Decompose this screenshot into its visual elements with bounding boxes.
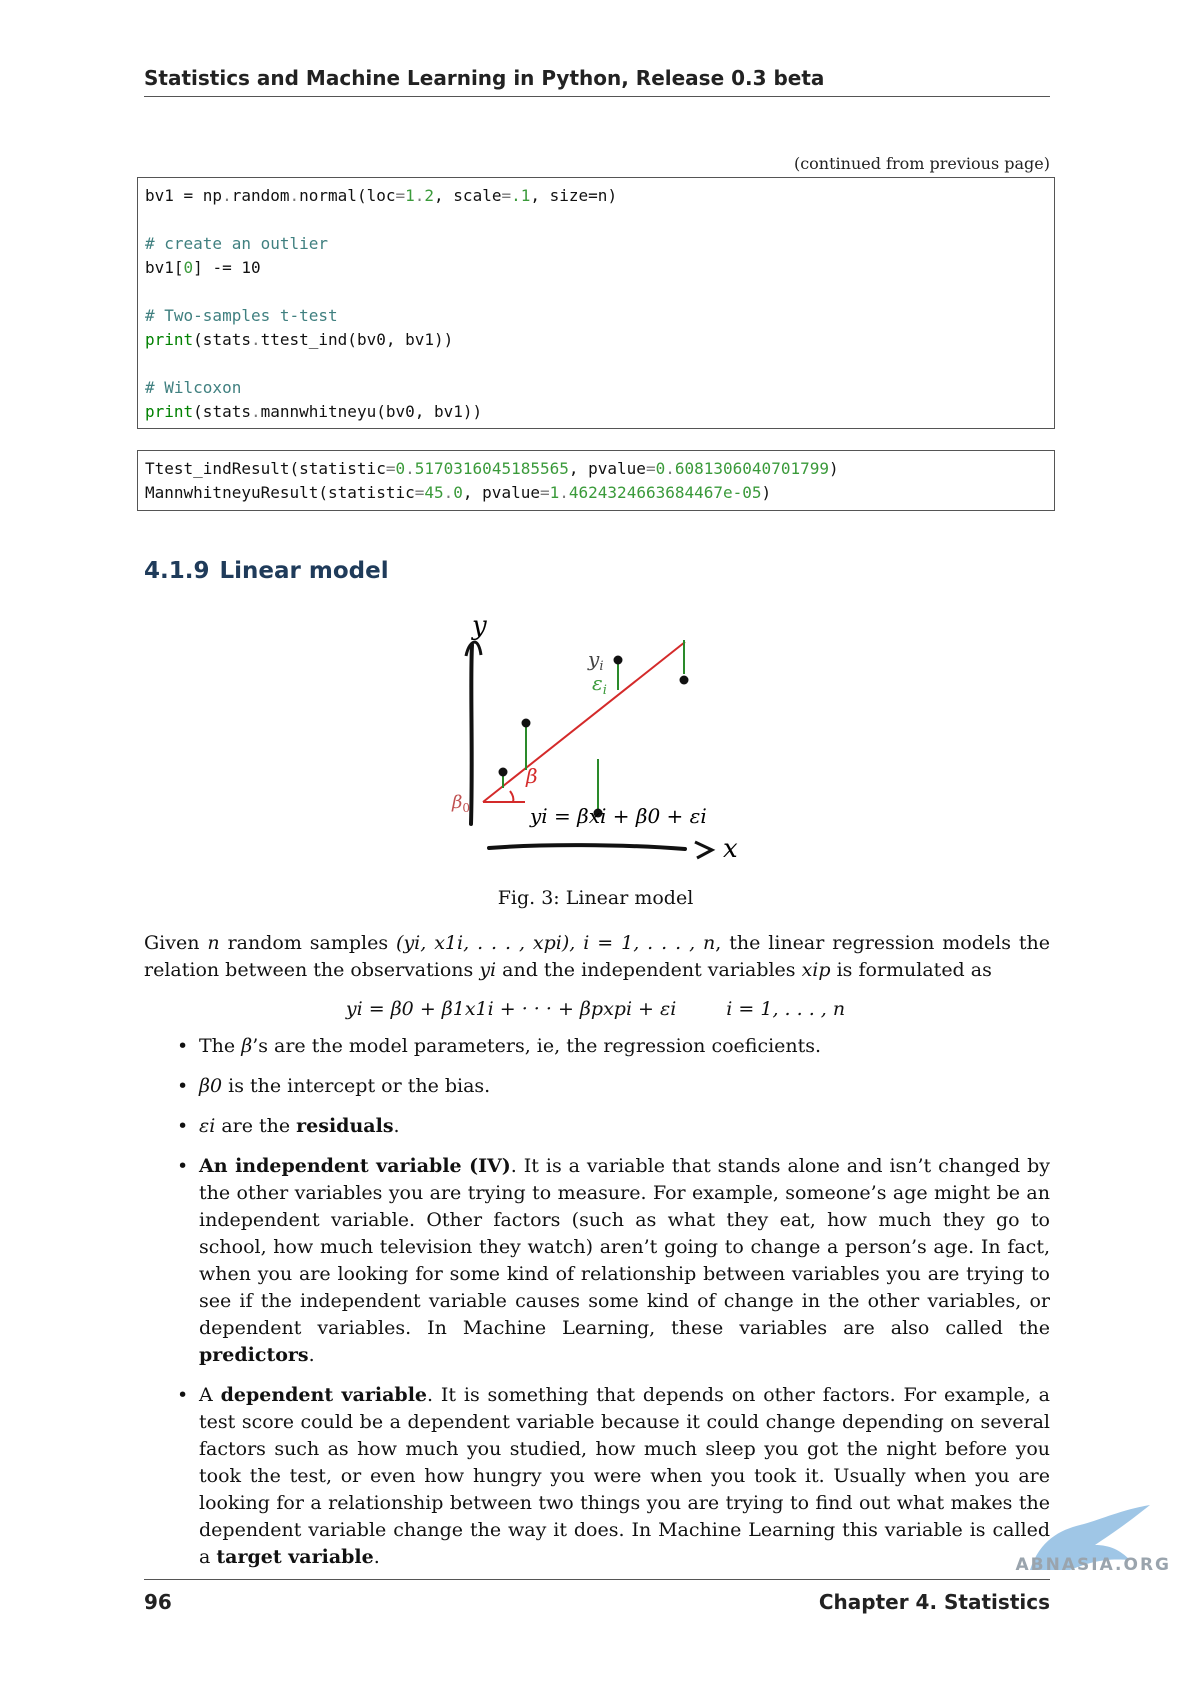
code-line (145, 280, 1047, 304)
data-point (614, 656, 623, 665)
list-item: • An independent variable (IV). It is a variable that stands alone and isn’t changed by the other variables you are trying to measure. For example, someone’s age might be an independent variable. Other factors (such as what they eat, how much they go to school, how much television they watch) aren’t going to change a person’s age. In fact, when you are looking for some kind of relationship between variables you are trying to see if the independent variable causes some kind of change in the other variables, or dependent variables. In Machine Learning, these variables are also called the predictors. (199, 1153, 1050, 1369)
code-line (145, 208, 1047, 232)
code-line: # Wilcoxon (145, 378, 242, 397)
figure-caption: Fig. 3: Linear model (497, 887, 694, 909)
continued-label: (continued from previous page) (793, 154, 1050, 173)
code-line: # create an outlier (145, 234, 329, 253)
code-line: print(stats.ttest_ind(bv0, bv1)) (145, 330, 454, 349)
x-axis-arrow (695, 842, 712, 858)
list-item: • β0 is the intercept or the bias. (199, 1073, 1050, 1100)
y-axis-line (471, 645, 472, 824)
output-line: Ttest_indResult(statistic=0.5170316045185565, pvalue=0.6081306040701799) (145, 459, 839, 478)
data-point (680, 676, 689, 685)
code-line: bv1 = np.random.normal(loc=1.2, scale=.1, size=n) (145, 186, 618, 205)
code-block (137, 177, 1055, 429)
list-item: • εi are the residuals. (199, 1113, 1050, 1140)
y-axis-label: y (472, 612, 487, 641)
beta-label: β (526, 764, 538, 788)
footer-rule (144, 1579, 1050, 1580)
linear-model-figure (440, 612, 760, 882)
figure-equation: yi = βxi + β0 + εi (530, 804, 707, 828)
definition-list (199, 1033, 1050, 1584)
list-item: • The β’s are the model parameters, ie, the regression coeficients. (199, 1033, 1050, 1060)
chapter-label: Chapter 4. Statistics (818, 1590, 1050, 1614)
page-number: 96 (144, 1590, 172, 1614)
beta-angle-arc (510, 791, 513, 802)
data-point (522, 719, 531, 728)
epsilon-label: $\varepsilon_i$ (592, 671, 607, 698)
data-point (499, 768, 508, 777)
running-header-title: Statistics and Machine Learning in Python, Release 0.3 beta (144, 66, 825, 90)
x-axis-label: x (723, 834, 738, 864)
regression-equation: yi = β0 + β1x1i + · · · + βpxpi + εi i = 1, . . . , n (345, 998, 846, 1020)
watermark-text: ABNASIA.ORG (1015, 1555, 1171, 1575)
section-heading (144, 558, 389, 584)
intro-paragraph: Given n random samples (yi, x1i, . . . , xpi), i = 1, . . . , n, the linear regression models the relation between the observations yi and the independent variables xip is formulated as (144, 932, 1050, 981)
output-line: MannwhitneyuResult(statistic=45.0, pvalue=1.4624324663684467e-05) (145, 483, 772, 502)
code-line: # Two-samples t-test (145, 306, 338, 325)
code-line: print(stats.mannwhitneyu(bv0, bv1)) (145, 402, 483, 421)
x-axis-line (489, 845, 685, 849)
code-line: bv1[0] -= 10 (145, 258, 261, 277)
output-block (137, 450, 1055, 511)
yi-label: $y_i$ (588, 647, 604, 674)
code-line (145, 352, 1047, 376)
regression-line (483, 642, 685, 802)
list-item: • A dependent variable. It is something that depends on other factors. For example, a test score could be a dependent variable because it could change depending on several factors such as how much you studied, how much sleep you got the night before you took the test, or even how hungry you were when you took it. Usually when you are looking for a relationship between two things you are trying to find out what makes the dependent variable change the way it does. In Machine Learning this variable is called a target variable. (199, 1382, 1050, 1571)
section-number: 4.1.9 (144, 558, 210, 584)
beta0-label: $\beta_0$ (452, 792, 471, 815)
header-rule (144, 96, 1050, 97)
section-title: Linear model (219, 558, 389, 584)
